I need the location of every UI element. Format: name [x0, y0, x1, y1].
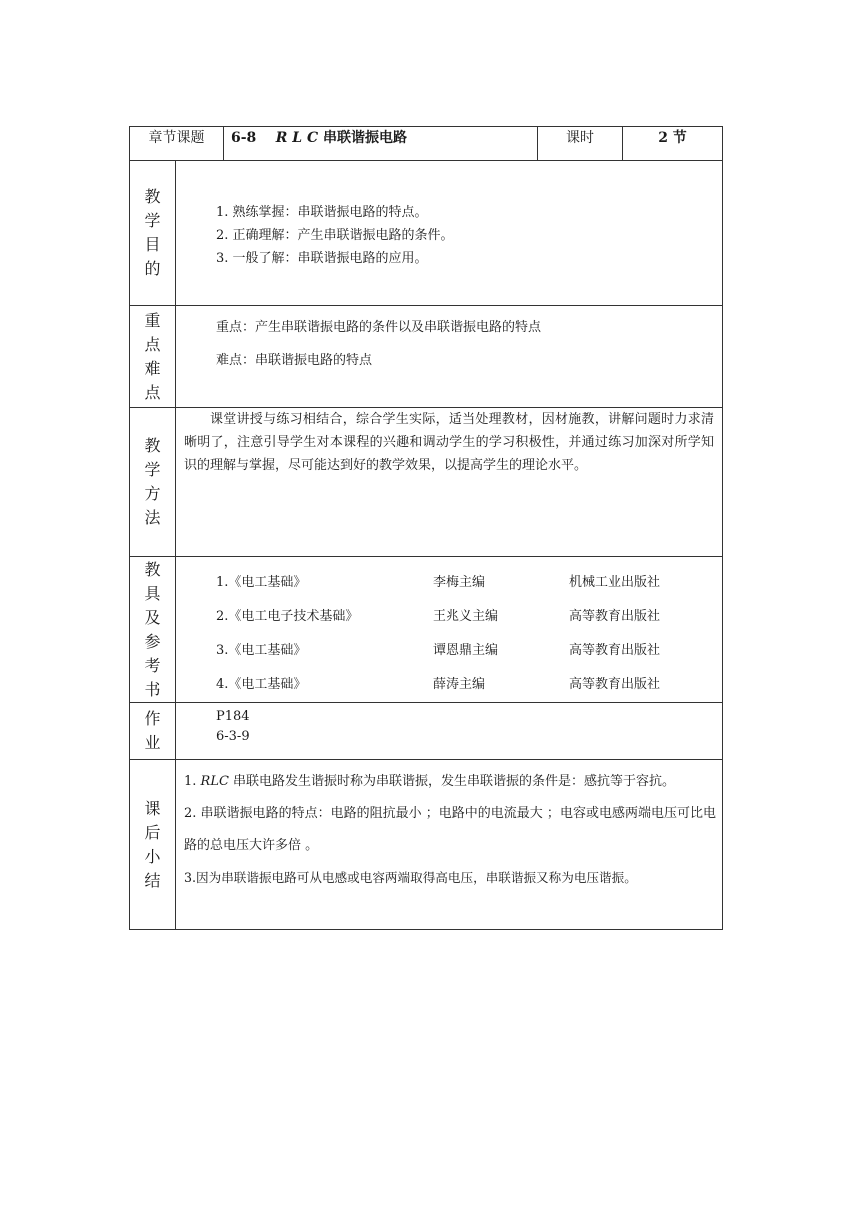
- reference-item: 4.《电工基础》 薛涛主编 高等教育出版社: [216, 676, 661, 692]
- chapter-title: [224, 127, 538, 161]
- hours-label: 课时: [538, 127, 623, 161]
- method-content: [176, 408, 723, 557]
- references-content: [176, 557, 723, 703]
- summary-point-2: 2. 串联谐振电路的特点：电路的阻抗最小 ；电路中的电流最大 ；电容或电感两端电压可比电路的总电压大许多倍 。: [184, 806, 716, 853]
- summary-point-3: 3.因为串联谐振电路可从电感或电容两端取得高电压，串联谐振又称为电压谐振。: [184, 870, 637, 885]
- chapter-title-text: 串联谐振电路: [323, 130, 408, 146]
- focus-text: 重点：产生串联谐振电路的条件以及串联谐振电路的特点: [216, 320, 542, 335]
- homework-content: [176, 703, 723, 760]
- lesson-plan-table: [129, 126, 723, 930]
- hours-value: 2 节: [623, 127, 723, 161]
- objective-item: 2. 正确理解：产生串联谐振电路的条件。: [216, 228, 454, 243]
- key-points-content: [176, 306, 723, 408]
- homework-label: 作 业: [130, 703, 176, 760]
- references-row: [130, 557, 723, 703]
- reference-item: 3.《电工基础》 谭恩鼎主编 高等教育出版社: [216, 642, 661, 658]
- key-points-row: [130, 306, 723, 408]
- reference-item: 2.《电工电子技术基础》 王兆义主编 高等教育出版社: [216, 608, 661, 624]
- reference-item: 1.《电工基础》 李梅主编 机械工业出版社: [216, 574, 661, 590]
- objectives-row: [130, 161, 723, 306]
- method-row: [130, 408, 723, 557]
- summary-label: 课 后 小 结: [130, 760, 176, 930]
- summary-row: [130, 760, 723, 930]
- homework-line: 6-3-9: [216, 729, 250, 744]
- rlc-symbol: R L C: [275, 130, 319, 146]
- objectives-label: 教 学 目 的: [130, 161, 176, 306]
- objective-item: 3. 一般了解：串联谐振电路的应用。: [216, 251, 428, 266]
- summary-content: [176, 760, 723, 930]
- summary-point-1: 1. RLC 串联电路发生谐振时称为串联谐振，发生串联谐振的条件是：感抗等于容抗。: [184, 774, 676, 789]
- chapter-label: 章节课题: [130, 127, 224, 161]
- chapter-number: 6-8: [231, 130, 257, 146]
- method-text: 课堂讲授与练习相结合，综合学生实际，适当处理教材，因材施教，讲解问题时力求清晰明了，注意引导学生对本课程的兴趣和调动学生的学习积极性，并通过练习加深对所学知识的理解与掌握，尽可能达到好的教学效果，以提高学生的理论水平。: [184, 412, 714, 473]
- objective-item: 1. 熟练掌握：串联谐振电路的特点。: [216, 205, 428, 220]
- references-label: 教 具 及 参 考 书: [130, 557, 176, 703]
- method-label: 教 学 方 法: [130, 408, 176, 557]
- header-row: [130, 127, 723, 161]
- difficulty-text: 难点：串联谐振电路的特点: [216, 353, 373, 368]
- key-points-label: 重 点 难 点: [130, 306, 176, 408]
- objectives-content: [176, 161, 723, 306]
- homework-line: P184: [216, 709, 250, 724]
- homework-row: [130, 703, 723, 760]
